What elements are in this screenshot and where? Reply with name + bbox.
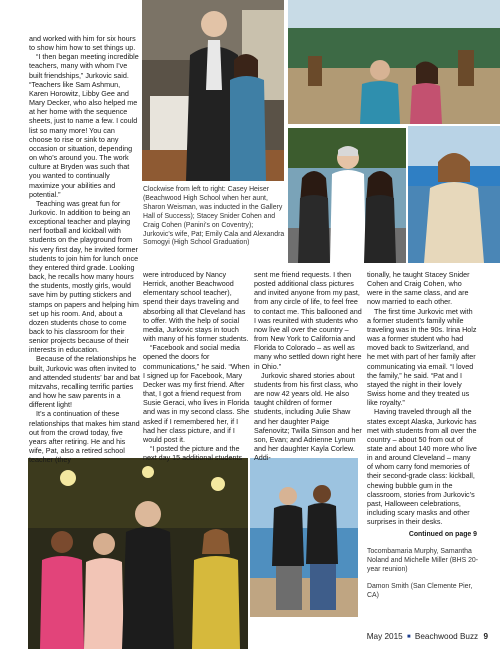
paragraph: It’s a continuation of these relationships that makes him stand out from the crowd today, five years after retiring. He and his wife, Pat, also a retired school teacher (they [29,409,140,465]
paragraph: “I then began meeting incredible teachers, many with whom I’ve built friendships,” Jurkovic said. “Teachers like Sam Ashmun, Karen Horowitz, Libby Gee and Mary Decker, who also helped me at her home with the sequence sheets, just to name a few. I could list so many more! You can choose to rise or sink to any occasion or situation, depending on who’s around you. The work culture at Bryden was such that you wanted to continually maximize your abilities and potential.” [29,52,139,199]
photo-caption-top [143,186,285,248]
photo-pat-jurkovic [408,126,500,263]
caption-text: Tocombamaria Murphy, Samantha Noland and Michelle Miller (BHS 20-year reunion) [367,548,479,573]
page-number: 9 [483,632,488,641]
photo-snider-cohen [288,0,500,124]
paragraph: “I posted the picture and the next day 15 additional students [143,443,243,463]
continued-note: Continued on page 9 [408,531,477,539]
paragraph: were introduced by Nancy Herrick, another Beachwood elementary school teacher), spend their days traveling and absorbing all that Cleveland has to offer. With the help of social media, Jurkovic stays in touch with many of his former students. [143,270,249,344]
paragraph: Because of the relationships he built, Jurkovic was often invited to and attended students’ bar and bat mitzvahs, recalling terrific parties and how he saw parents in a different light! [29,354,140,410]
article-column-left [29,34,140,464]
photo-cala-somogyi [288,128,406,263]
paragraph: Jurkovic shared stories about students from his first class, who are now 42 years old. He also taught children of former students, including Julie Shaw and her daughter Paige Safenovitz; Twilla Simson and her son, Evan; and Adrienne Lynum and her daughter Kayla Corlew. Addi- [254,370,362,463]
photo-bhs-reunion [28,458,248,649]
caption-text: Damon Smith (San Clemente Pier, CA) [367,583,473,599]
paragraph: tionally, he taught Stacey Snider Cohen and Craig Cohen, who were in the same class, and are now married to each other. [367,270,470,307]
paragraph: and worked with him for six hours to show him how to set things up. [29,34,136,53]
caption-text: Clockwise from left to right: Casey Heiser (Beachwood High School when her aunt, Sharon Weisman, was inducted in the Gallery Hall of Success); Stacey Snider Cohen and Craig Cohen (Panini’s on Coventry); Jurkovic’s wife, Pat; Emily Cala and Alexandra Somogyi (High School Graduation) [143,186,285,247]
article-column-3 [254,270,362,462]
magazine-name: Beachwood Buzz [414,632,479,641]
article-column-2 [143,270,251,462]
separator: ■ [406,633,411,640]
article-column-4 [367,270,477,540]
paragraph: The first time Jurkovic met with a former student’s family while traveling was in the 90s. Irina Holz was a former student who had moved back to Switzerland, and he met with part of her family after communicating via email. “I loved the family,” he said. “Pat and I stayed the night in their lovely Swiss home and they treated us like royalty.” [367,306,477,408]
paragraph: sent me friend requests. I then posted additional class pictures and invited anyone from my past, from any circle of life, to feel free to contact me. This ballooned and I was reunited with students who now live all over the country – from New York to California and Florida to Colorado – as well as many who settled down right here in Ohio.” [254,270,362,371]
paragraph: Having traveled through all the states except Alaska, Jurkovic has met with students from all over the country – about 50 from out of state and about 140 more who live in and around Cleveland – many of whom carry fond memories of their second-grade class: kickball, chewing bubble gum in the classroom, stories from Jurkovic’s past, Halloween celebrations, including scary masks and other surprises in their desks. [367,407,477,527]
paragraph: “Facebook and social media opened the doors for communications,” he said. “When I signed up for Facebook, Mary Decker was my first friend. After that, I got a friend request from Susie Geraci, who lives in Florida and was in my second class. She asked if I remembered her, if I had her class picture, and if I would post it. [143,343,250,444]
photo-caption-damon [367,583,479,601]
paragraph: Teaching was great fun for Jurkovic. In addition to being an exceptional teacher and playing nerf football and kickball with students on the playground from his very first day, he invited former students to join him for lunch once they entered third grade. Looking back, he recalls how many hours the students, mostly girls, would save him by putting stickers and stamps on papers and helping him set up his room. And, about a dozen students chose to come back to his classroom for their senior projects because of their interests in education. [29,198,139,355]
photo-damon-smith [250,458,358,617]
photo-caption-reunion [367,548,479,575]
page-footer [350,632,488,641]
issue-date: May 2015 [366,632,403,641]
photo-casey-heiser [142,0,284,181]
